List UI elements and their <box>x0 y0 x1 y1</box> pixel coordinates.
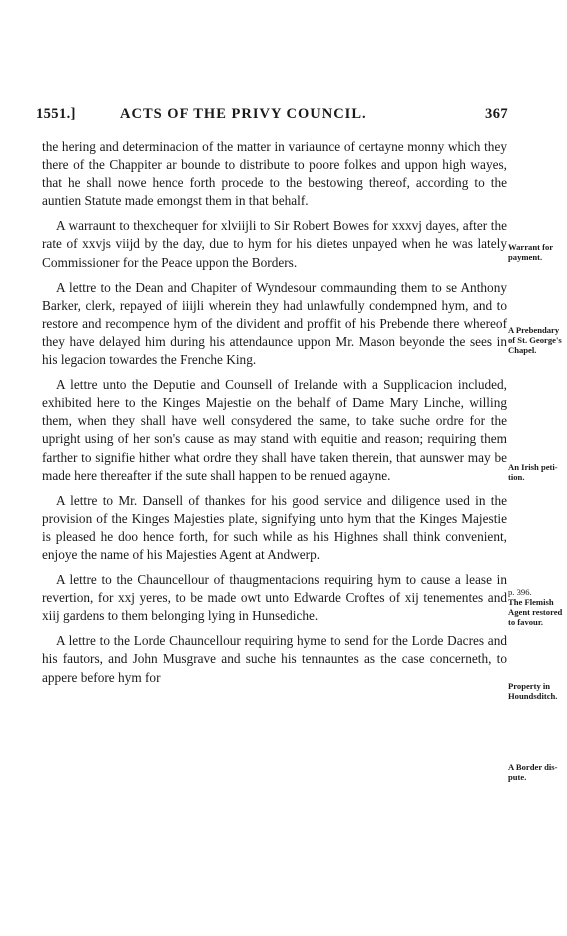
margin-note-property: Property in Houndsditch. <box>508 681 558 701</box>
margin-note-irish: An Irish peti- tion. <box>508 462 558 482</box>
margin-note-prebendary: A Prebendary of St. George's Chapel. <box>508 325 562 355</box>
running-header <box>36 106 508 124</box>
body-text <box>42 138 507 687</box>
header-title: ACTS OF THE PRIVY COUNCIL. <box>120 106 367 122</box>
page-number: 367 <box>485 106 508 122</box>
paragraph-ireland: A lettre unto the Deputie and Counsell of Irelande with a Supplicacion included, exhibited here to the Kinges Majestie on the behalf of Dame Mary Linche, willing them, when they shall have well consydered the same, to take suche ordre for the upright using of her son's cause as may stand with equitie and reason; requiring them farther to signifie hither what ordre they shall have taken therein, that aunswer may be made here thereafter if the sute shall happen to be renued agayne. <box>42 377 507 483</box>
paragraph-warrant: A warraunt to thexchequer for xlviijli to Sir Robert Bowes for xxxvj dayes, after the rate of xxvjs viijd by the day, due to hym for his dietes unpayed when he was lately Commissioner for the Peace uppon the Borders. <box>42 218 507 270</box>
page-reference: p. 396. <box>508 587 532 597</box>
margin-note-flemish: p. 396. The Flemish Agent restored to favour. <box>508 587 563 627</box>
paragraph-dansell: A lettre to Mr. Dansell of thankes for his good service and diligence used in the provision of the Kinges Majesties plate, signifying unto hym that the Kinges Majestie is pleased he doo hence forth, for such while as his Highnes shall think convenient, enjoye the name of his Majesties Agent at Andwerp. <box>42 492 507 562</box>
paragraph-continuation: the hering and determinacion of the matter in variaunce of certayne monny which they there of the Chappiter ar bounde to distribute to poore folkes and uppon high wayes, that he shall nowe hence forth procede to the bestowing thereof, according to the auntien Statute made emongst them in that behalf. <box>42 139 507 209</box>
paragraph-windsor: A lettre to the Dean and Chapiter of Wyndesour commaunding them to se Anthony Barker, clerk, repayed of iiijli wherein they had unlawfully condempned hym, and to restore and recompence hym of the divident and proffit of his Prebende there whereof they have delayed him during his attendaunce uppon Mr. Mason beyonde the sees in his legacion towardes the Frenche King. <box>42 279 507 368</box>
margin-note-warrant: Warrant for payment. <box>508 242 554 262</box>
header-year: 1551.] <box>36 106 76 122</box>
margin-note-border: A Border dis- pute. <box>508 762 558 782</box>
paragraph-lord-chancellor: A lettre to the Lorde Chauncellour requiring hyme to send for the Lorde Dacres and his fautors, and John Musgrave and suche his tennauntes as the case concerneth, to appere before hym for <box>42 633 507 685</box>
paragraph-augmentations: A lettre to the Chauncellour of thaugmentacions requiring hym to cause a lease in revertion, for xxj yeres, to be made owt unto Edwarde Croftes of xij tenementes and xiij gardens to them belonging lying in Hunsediche. <box>42 572 507 624</box>
